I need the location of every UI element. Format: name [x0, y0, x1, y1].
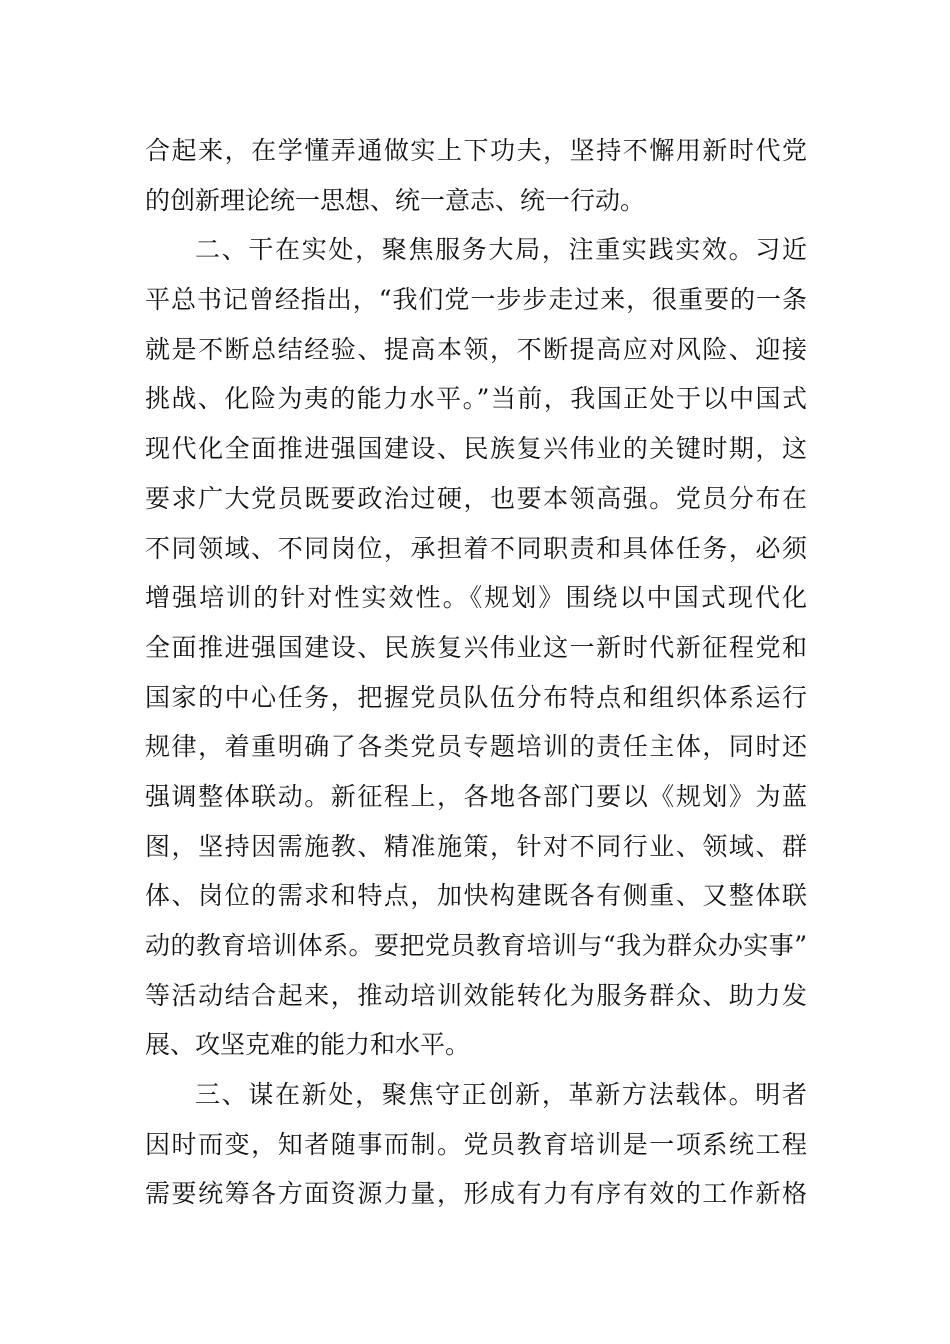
text-line: 的创新理论统一思想、统一意志、统一行动。: [145, 185, 646, 215]
text-line: 图，坚持因需施教、精准施策，针对不同行业、领域、群: [145, 831, 807, 861]
text-line: 体、岗位的需求和特点，加快构建既各有侧重、又整体联: [145, 881, 807, 911]
text-line: 合起来，在学懂弄通做实上下功夫，坚持不懈用新时代党: [145, 136, 807, 165]
text-line: 平总书记曾经指出，“我们党一步步走过来，很重要的一条: [145, 285, 807, 315]
text-line: 等活动结合起来，推动培训效能转化为服务群众、助力发: [145, 980, 807, 1010]
text-line: 因时而变，知者随事而制。党员教育培训是一项系统工程: [145, 1129, 807, 1159]
text-line: 规律，着重明确了各类党员专题培训的责任主体，同时还: [145, 732, 807, 762]
text-line: 展、攻坚克难的能力和水平。: [145, 1030, 471, 1060]
document-body: [145, 126, 807, 1219]
text-line: 现代化全面推进强国建设、民族复兴伟业的关键时期，这: [145, 434, 807, 464]
text-line: 增强培训的针对性实效性。《规划》围绕以中国式现代化: [145, 583, 807, 613]
text-line: 强调整体联动。新征程上，各地各部门要以《规划》为蓝: [145, 781, 807, 811]
text-line: 需要统筹各方面资源力量，形成有力有序有效的工作新格: [145, 1179, 807, 1209]
text-line: 就是不断总结经验、提高本领，不断提高应对风险、迎接: [145, 334, 807, 364]
text-line: 国家的中心任务，把握党员队伍分布特点和组织体系运行: [145, 682, 807, 712]
text-line: 要求广大党员既要政治过硬，也要本领高强。党员分布在: [145, 483, 807, 513]
text-line: 挑战、化险为夷的能力水平。”当前，我国正处于以中国式: [145, 384, 807, 414]
text-line: 不同领域、不同岗位，承担着不同职责和具体任务，必须: [145, 533, 807, 563]
text-line: 动的教育培训体系。要把党员教育培训与“我为群众办实事”: [145, 931, 807, 960]
text-line: 二、干在实处，聚焦服务大局，注重实践实效。习近: [195, 235, 807, 265]
text-line: 三、谋在新处，聚焦守正创新，革新方法载体。明者: [195, 1080, 807, 1110]
text-line: 全面推进强国建设、民族复兴伟业这一新时代新征程党和: [145, 632, 807, 662]
